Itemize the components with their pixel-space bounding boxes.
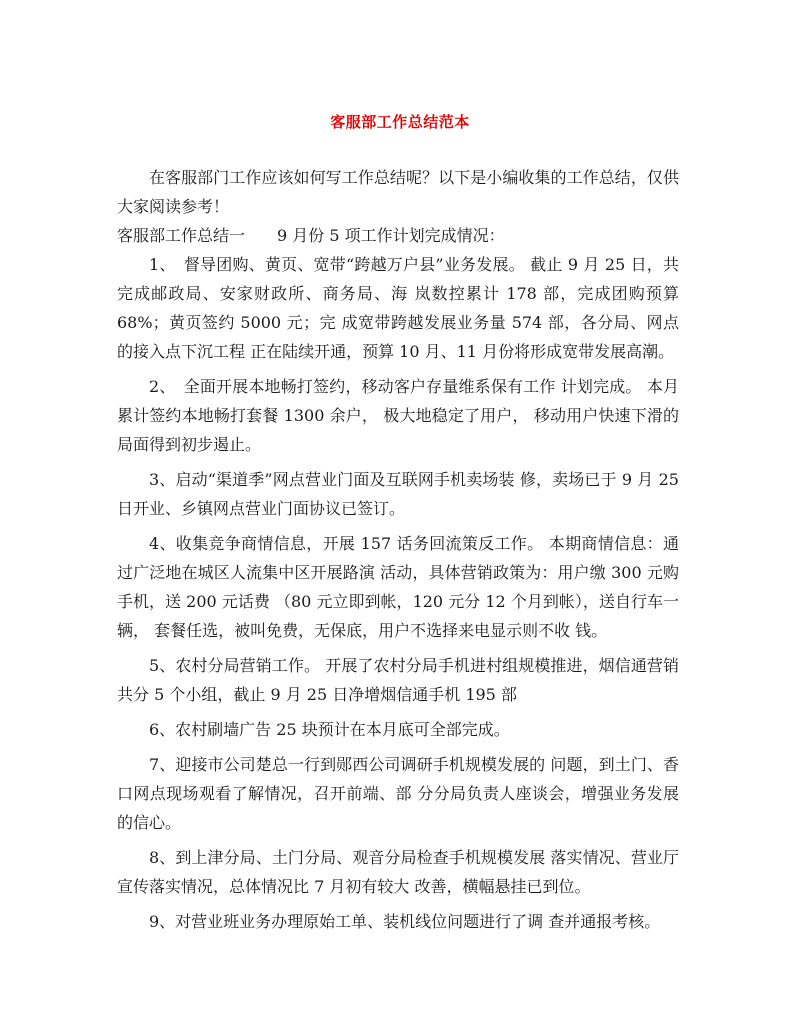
item-paragraph-3: 3、启动“渠道季”网点营业门面及互联网手机卖场装 修，卖场已于 9 月 25 日开业、乡镇网点营业门面协议已签订。 (117, 470, 679, 518)
document-title: 客服部工作总结范本 (330, 113, 470, 131)
item-paragraph-8: 8、到上津分局、土门分局、观音分局检查手机规模发展 落实情况、营业厅宣传落实情况，总体情况比 7 月初有较大 改善，横幅悬挂已到位。 (117, 848, 679, 896)
summary-heading: 客服部工作总结一 9 月份 5 项工作计划完成情况： (117, 226, 505, 245)
document-body (117, 163, 679, 936)
item-paragraph-7: 7、迎接市公司楚总一行到郧西公司调研手机规模发展的 问题，到土门、香口网点现场观看了解情况，召开前端、部 分分局负责人座谈会，增强业务发展的信心。 (117, 755, 679, 832)
item-paragraph-1: 1、 督导团购、黄页、宽带“跨越万户县”业务发展。 截止 9 月 25 日，共完成邮政局、安家财政所、商务局、海 岚数控累计 178 部，完成团购预算 68%；黄页签约 5000 元；完 成宽带跨越发展业务量 574 部，各分局、网点的接入点下沉工程 正在陆续开通，预算 10 月、11 月份将形成宽带发展高潮。 (117, 255, 679, 361)
item-paragraph-5: 5、农村分局营销工作。 开展了农村分局手机进村组规模推进，烟信通营销共分 5 个小组，截止 9 月 25 日净增烟信通手机 195 部 (117, 656, 679, 704)
item-paragraph-2: 2、 全面开展本地畅打签约，移动客户存量维系保有工作 计划完成。 本月累计签约本地畅打套餐 1300 余户， 极大地稳定了用户， 移动用户快速下滑的局面得到初步遏止。 (117, 377, 679, 454)
intro-paragraph: 在客服部门工作应该如何写工作总结呢？以下是小编收集的工作总结，仅供大家阅读参考！ (117, 168, 679, 216)
item-paragraph-4: 4、收集竞争商情信息，开展 157 话务回流策反工作。 本期商情信息：通过广泛地在城区人流集中区开展路演 活动，具体营销政策为：用户缴 300 元购手机，送 200 元话费 （80 元立即到帐，120 元分 12 个月到帐），送自行车一辆， 套餐任选，被叫免费，无保底，用户不选择来电显示则不收 钱。 (117, 534, 679, 640)
item-paragraph-9: 9、对营业班业务办理原始工单、装机线位问题进行了调 查并通报考核。 (149, 912, 661, 931)
item-paragraph-6: 6、农村刷墙广告 25 块预计在本月底可全部完成。 (149, 720, 510, 739)
